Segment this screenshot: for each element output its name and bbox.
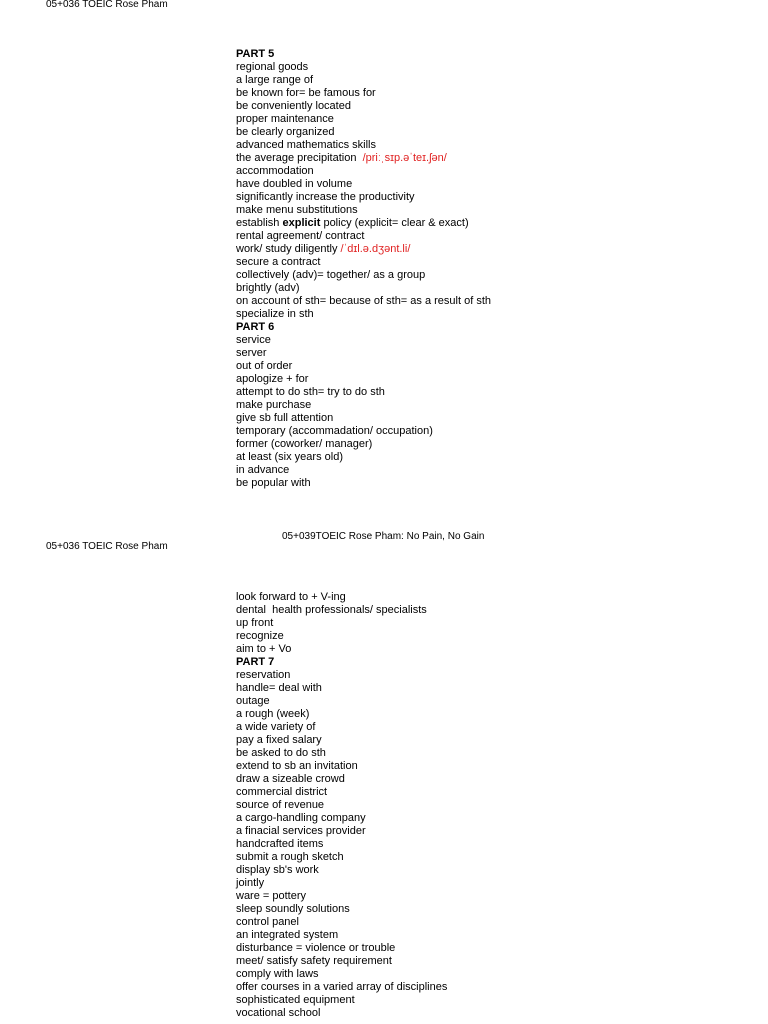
vocab-text: the average precipitation <box>236 152 363 164</box>
vocab-line <box>236 604 447 617</box>
vocab-line <box>236 708 447 721</box>
vocab-line <box>236 955 447 968</box>
vocab-text: ware = pottery <box>236 890 307 902</box>
vocab-line <box>236 630 447 643</box>
vocab-text: work/ study diligently <box>236 243 341 255</box>
vocab-line <box>236 386 491 399</box>
vocab-text: temporary (accommadation/ occupation) <box>236 425 433 437</box>
vocab-line <box>236 695 447 708</box>
vocab-line <box>236 399 491 412</box>
vocab-text: reservation <box>236 669 291 681</box>
vocab-text: vocational school <box>236 1007 321 1019</box>
vocab-text: up front <box>236 617 274 629</box>
vocab-line <box>236 721 447 734</box>
vocab-text: regional goods <box>236 61 309 73</box>
vocab-line <box>236 347 491 360</box>
vocab-line <box>236 334 491 347</box>
vocab-text: recognize <box>236 630 284 642</box>
vocab-line <box>236 191 491 204</box>
vocab-text: significantly increase the productivity <box>236 191 415 203</box>
section-heading <box>236 48 491 61</box>
vocab-text: jointly <box>236 877 265 889</box>
vocab-line <box>236 126 491 139</box>
vocab-line <box>236 851 447 864</box>
vocab-line <box>236 981 447 994</box>
vocab-line <box>236 942 447 955</box>
vocab-line <box>236 412 491 425</box>
vocab-line <box>236 477 491 490</box>
vocab-text: brightly (adv) <box>236 282 300 294</box>
vocab-line <box>236 916 447 929</box>
section-heading <box>236 656 447 669</box>
vocab-line <box>236 747 447 760</box>
vocab-line <box>236 734 447 747</box>
vocab-line <box>236 178 491 191</box>
vocab-line <box>236 903 447 916</box>
phonetic-transcription: /ˈdɪl.ə.dʒənt.li/ <box>340 243 411 255</box>
vocab-line <box>236 799 447 812</box>
vocab-text: outage <box>236 695 270 707</box>
vocab-text: display sb's work <box>236 864 319 876</box>
vocab-text: commercial district <box>236 786 328 798</box>
vocab-text: be known for= be famous for <box>236 87 376 99</box>
vocab-text: collectively (adv)= together/ as a group <box>236 269 426 281</box>
vocab-text: a rough (week) <box>236 708 310 720</box>
vocab-text: establish <box>236 217 283 229</box>
vocab-line <box>236 890 447 903</box>
vocab-text: service <box>236 334 271 346</box>
vocab-text: draw a sizeable crowd <box>236 773 345 785</box>
vocab-line <box>236 438 491 451</box>
vocab-text: pay a fixed salary <box>236 734 322 746</box>
vocab-line <box>236 591 447 604</box>
vocab-text: offer courses in a varied array of disciplines <box>236 981 448 993</box>
vocab-line <box>236 669 447 682</box>
vocab-text: extend to sb an invitation <box>236 760 358 772</box>
vocab-line <box>236 877 447 890</box>
vocab-text: aim to + Vo <box>236 643 292 655</box>
vocab-text: handle= deal with <box>236 682 322 694</box>
vocab-line <box>236 217 491 230</box>
vocab-line <box>236 682 447 695</box>
vocab-line <box>236 825 447 838</box>
vocab-text: specialize in sth <box>236 308 314 320</box>
vocab-list-part-6-7 <box>236 591 447 1020</box>
vocab-line <box>236 243 491 256</box>
vocab-line <box>236 786 447 799</box>
vocab-text: source of revenue <box>236 799 325 811</box>
vocab-line <box>236 425 491 438</box>
vocab-list-part-5-6 <box>236 48 491 490</box>
vocab-text: out of order <box>236 360 293 372</box>
vocab-text: look forward to + V-ing <box>236 591 346 603</box>
vocab-text: advanced mathematics skills <box>236 139 377 151</box>
vocab-line <box>236 139 491 152</box>
vocab-line <box>236 269 491 282</box>
phonetic-transcription: /priːˌsɪp.əˈteɪ.ʃən/ <box>362 152 447 164</box>
vocab-line <box>236 74 491 87</box>
vocab-line <box>236 838 447 851</box>
vocab-line <box>236 152 491 165</box>
vocab-text: a finacial services provider <box>236 825 366 837</box>
vocab-text: policy (explicit= clear & exact) <box>320 217 469 229</box>
vocab-text: PART 7 <box>236 656 275 668</box>
vocab-text: in advance <box>236 464 290 476</box>
vocab-line <box>236 360 491 373</box>
vocab-text: be conveniently located <box>236 100 351 112</box>
vocab-text: make menu substitutions <box>236 204 358 216</box>
vocab-line <box>236 61 491 74</box>
vocab-line <box>236 87 491 100</box>
vocab-text: PART 5 <box>236 48 275 60</box>
vocab-text: a wide variety of <box>236 721 316 733</box>
vocab-line <box>236 100 491 113</box>
vocab-line <box>236 617 447 630</box>
vocab-text: meet/ satisfy safety requirement <box>236 955 392 967</box>
section-heading <box>236 321 491 334</box>
vocab-text: at least (six years old) <box>236 451 343 463</box>
vocab-text: give sb full attention <box>236 412 334 424</box>
vocab-text: accommodation <box>236 165 314 177</box>
vocab-text: dental health professionals/ specialists <box>236 604 427 616</box>
vocab-line <box>236 373 491 386</box>
vocab-line <box>236 864 447 877</box>
page-header: 05+036 TOEIC Rose Pham <box>46 0 168 10</box>
vocab-line <box>236 643 447 656</box>
vocab-text: have doubled in volume <box>236 178 353 190</box>
vocab-text: proper maintenance <box>236 113 334 125</box>
vocab-text: make purchase <box>236 399 312 411</box>
vocab-text: sleep soundly solutions <box>236 903 350 915</box>
vocab-text: secure a contract <box>236 256 321 268</box>
vocab-line <box>236 204 491 217</box>
vocab-line <box>236 295 491 308</box>
vocab-text: an integrated system <box>236 929 339 941</box>
vocab-line <box>236 230 491 243</box>
vocab-line <box>236 308 491 321</box>
emphasized-word: explicit <box>282 217 321 229</box>
vocab-text: former (coworker/ manager) <box>236 438 373 450</box>
vocab-line <box>236 929 447 942</box>
vocab-text: be popular with <box>236 477 311 489</box>
vocab-text: server <box>236 347 267 359</box>
vocab-line <box>236 812 447 825</box>
vocab-text: apologize + for <box>236 373 309 385</box>
vocab-text: PART 6 <box>236 321 275 333</box>
vocab-line <box>236 113 491 126</box>
vocab-text: comply with laws <box>236 968 319 980</box>
vocab-line <box>236 994 447 1007</box>
vocab-line <box>236 165 491 178</box>
vocab-line <box>236 256 491 269</box>
vocab-text: sophisticated equipment <box>236 994 355 1006</box>
page-footer: 05+039TOEIC Rose Pham: No Pain, No Gain <box>282 531 485 542</box>
vocab-line <box>236 1007 447 1020</box>
vocab-text: a cargo-handling company <box>236 812 366 824</box>
vocab-line <box>236 464 491 477</box>
vocab-text: attempt to do sth= try to do sth <box>236 386 385 398</box>
vocab-text: on account of sth= because of sth= as a result of sth <box>236 295 491 307</box>
vocab-line <box>236 968 447 981</box>
page-header-second: 05+036 TOEIC Rose Pham <box>46 541 168 552</box>
vocab-line <box>236 282 491 295</box>
vocab-line <box>236 773 447 786</box>
vocab-text: disturbance = violence or trouble <box>236 942 396 954</box>
vocab-text: handcrafted items <box>236 838 324 850</box>
vocab-text: a large range of <box>236 74 314 86</box>
vocab-text: submit a rough sketch <box>236 851 344 863</box>
vocab-line <box>236 760 447 773</box>
vocab-text: be asked to do sth <box>236 747 326 759</box>
vocab-text: rental agreement/ contract <box>236 230 365 242</box>
vocab-line <box>236 451 491 464</box>
vocab-text: be clearly organized <box>236 126 335 138</box>
vocab-text: control panel <box>236 916 299 928</box>
